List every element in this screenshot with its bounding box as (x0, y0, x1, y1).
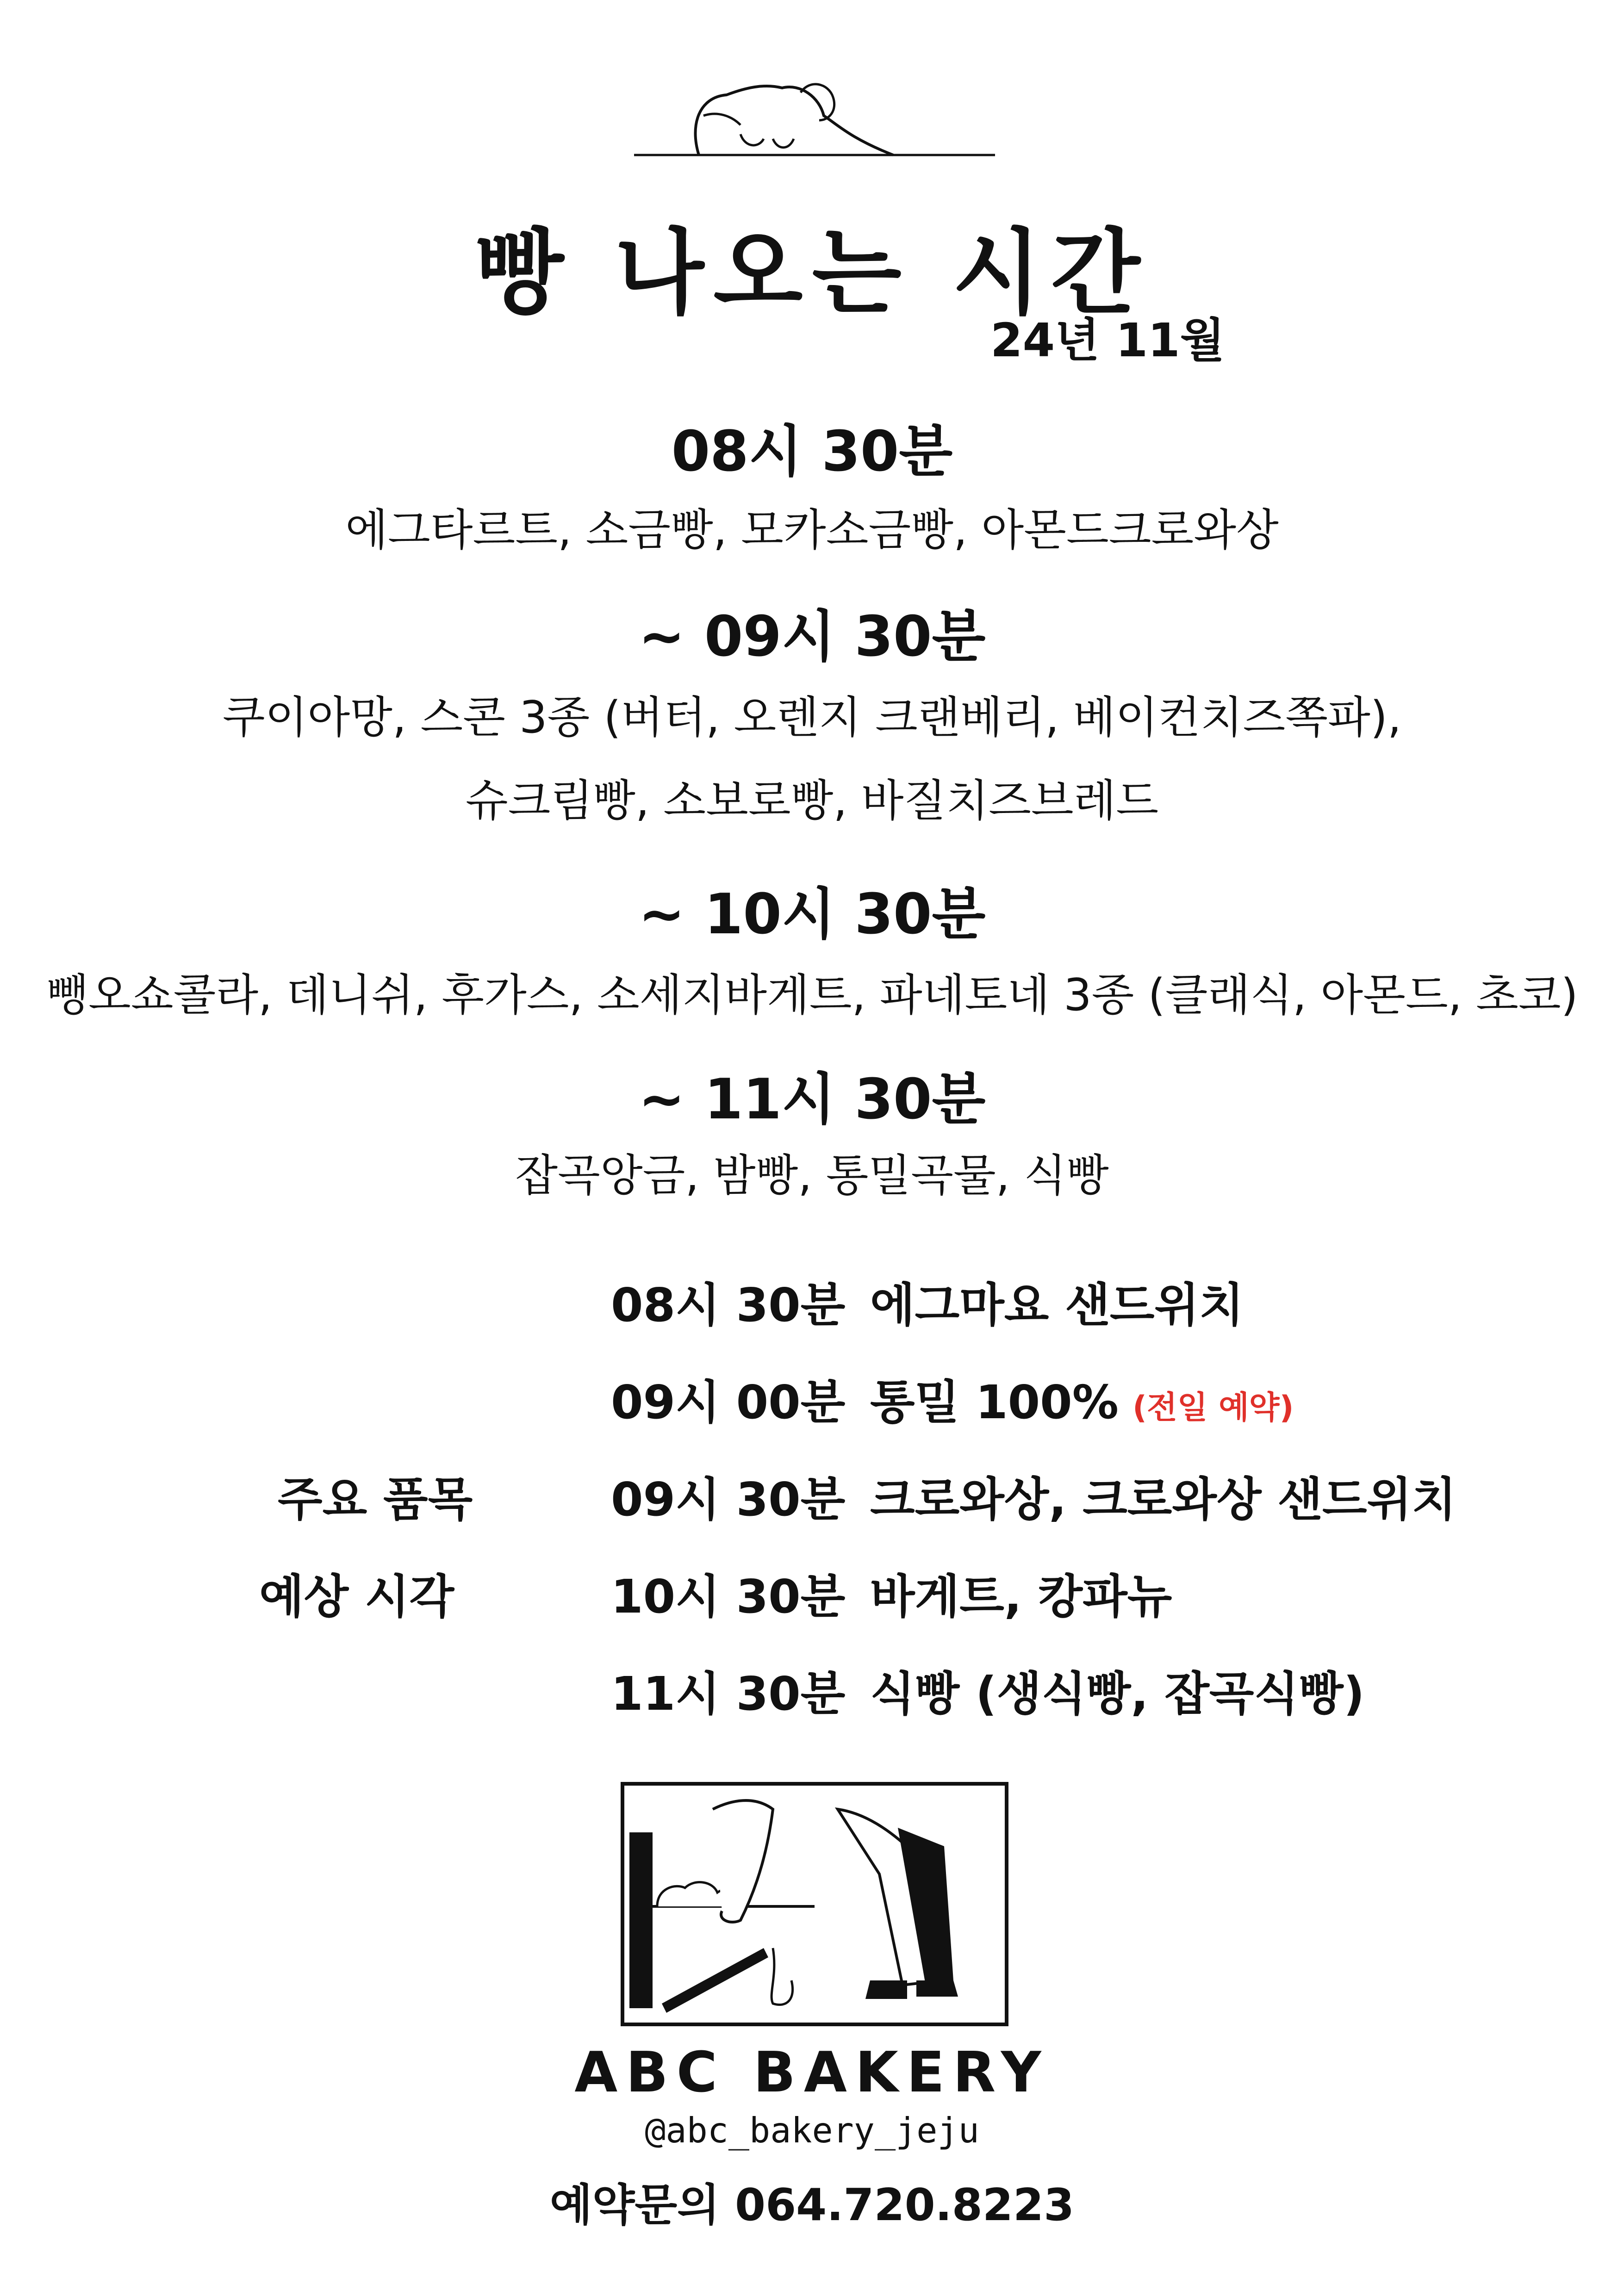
instagram-handle: @abc_bakery_jeju (645, 2110, 979, 2151)
peeking-bread-doodle (634, 69, 1004, 162)
page-title: 빵 나오는 시간 (474, 219, 1150, 327)
reservation-contact: 예약문의 064.720.8223 (549, 2180, 1075, 2231)
slot-time: 08시 30분 (671, 420, 953, 484)
slot-items: 쿠이아망, 스콘 3종 (버터, 오렌지 크랜베리, 베이컨치즈쪽파), (222, 692, 1402, 743)
row-time: 10시 30분 (611, 1570, 846, 1624)
slot-items: 잡곡앙금, 밤빵, 통밀곡물, 식빵 (515, 1150, 1109, 1201)
slot-time: ~ 10시 30분 (638, 882, 986, 947)
row-time: 11시 30분 (611, 1667, 846, 1721)
row-time: 08시 30분 (611, 1278, 846, 1332)
row-time: 09시 00분 (611, 1375, 846, 1429)
slot-items: 뺑오쇼콜라, 데니쉬, 후가스, 소세지바게트, 파네토네 3종 (클래식, 아몬드, 초코) (46, 970, 1578, 1021)
row-time: 09시 30분 (611, 1472, 846, 1527)
row-item: 식빵 (생식빵, 잡곡식빵) (870, 1667, 1365, 1721)
row-item-text: 통밀 100% (870, 1375, 1119, 1429)
estimated-time-label: 예상 시각 (259, 1570, 454, 1624)
row-item: 에그마요 샌드위치 (870, 1278, 1244, 1332)
slot-time: ~ 11시 30분 (638, 1067, 986, 1132)
slot-items: 슈크림빵, 소보로빵, 바질치즈브레드 (465, 776, 1159, 826)
row-item (870, 1365, 1294, 1432)
row-item: 바게트, 캉파뉴 (870, 1570, 1172, 1624)
slot-items: 에그타르트, 소금빵, 모카소금빵, 아몬드크로와상 (345, 505, 1279, 556)
baker-oven-illustration (620, 1781, 1009, 2027)
bakery-brand: ABC BAKERY (574, 2041, 1050, 2105)
reservation-note: (전일 예약) (1132, 1390, 1294, 1426)
row-item: 크로와상, 크로와상 샌드위치 (870, 1472, 1456, 1527)
main-items-label: 주요 품목 (278, 1472, 473, 1527)
slot-time: ~ 09시 30분 (638, 605, 986, 669)
page-subtitle: 24년 11월 (990, 313, 1225, 367)
